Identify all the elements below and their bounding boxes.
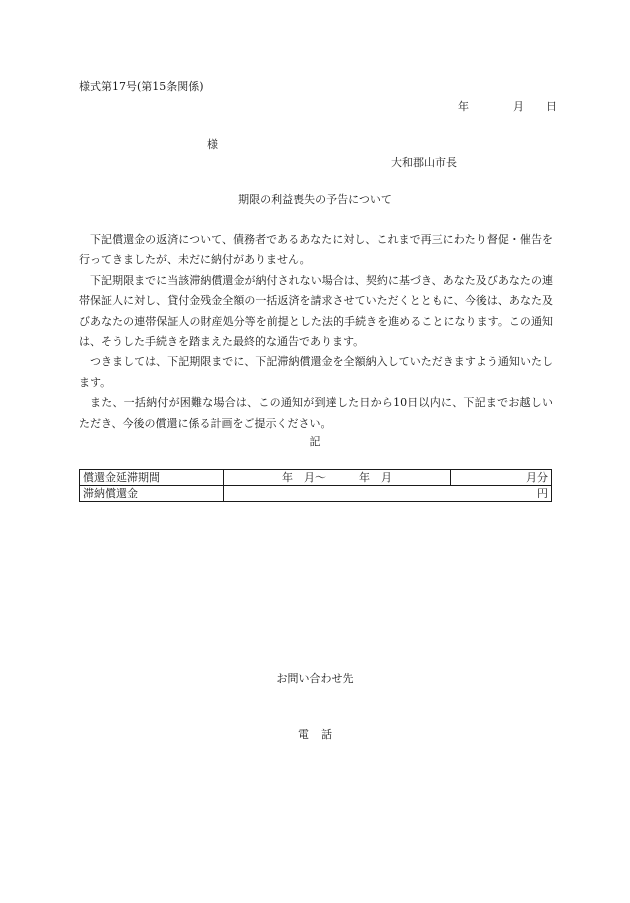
overdue-period-label: 償還金延滞期間 xyxy=(80,470,224,486)
body-text xyxy=(79,230,553,434)
date-day-label: 日 xyxy=(546,100,557,113)
date-line xyxy=(458,101,557,112)
form-number: 様式第17号(第15条関係) xyxy=(79,80,204,93)
table-row xyxy=(80,470,552,486)
overdue-amount-label: 滞納償還金 xyxy=(80,486,224,502)
document-title: 期限の利益喪失の予告について xyxy=(238,193,392,206)
phone-label: 電話 xyxy=(298,728,344,741)
body-paragraph: また、一括納付が困難な場合は、この通知が到達した日から10日以内に、下記までお越しいただき、今後の償還に係る計画をご提示ください。 xyxy=(79,396,553,430)
sender-name: 大和郡山市長 xyxy=(391,156,457,169)
overdue-amount-value: 円 xyxy=(224,486,552,502)
overdue-months-value: 月分 xyxy=(451,470,552,486)
date-month-label: 月 xyxy=(513,100,524,113)
body-paragraph: 下記償還金の返済について、債務者であるあなたに対し、これまで再三にわたり督促・催告を行ってきましたが、未だに納付がありません。 xyxy=(79,233,553,267)
ki-heading: 記 xyxy=(309,435,321,448)
addressee-suffix: 様 xyxy=(207,138,218,151)
body-paragraph: つきましては、下記期限までに、下記滞納償還金を全額納入していただきますよう通知いたします。 xyxy=(79,355,553,389)
body-paragraph: 下記期限までに当該滞納償還金が納付されない場合は、契約に基づき、あなた及びあなたの連帯保証人に対し、貸付金残金全額の一括返済を請求させていただくとともに、今後は、あなた及びあなたの連帯保証人の財産処分等を前提とした法的手続きを進めることになります。この通知は、そうした手続きを踏まえた最終的な通告であります。 xyxy=(79,273,553,349)
table-row xyxy=(80,486,552,502)
contact-label: お問い合わせ先 xyxy=(276,672,354,685)
overdue-period-value: 年 月～ 年 月 xyxy=(224,470,451,486)
date-year-label: 年 xyxy=(458,100,469,113)
info-table xyxy=(79,469,552,502)
